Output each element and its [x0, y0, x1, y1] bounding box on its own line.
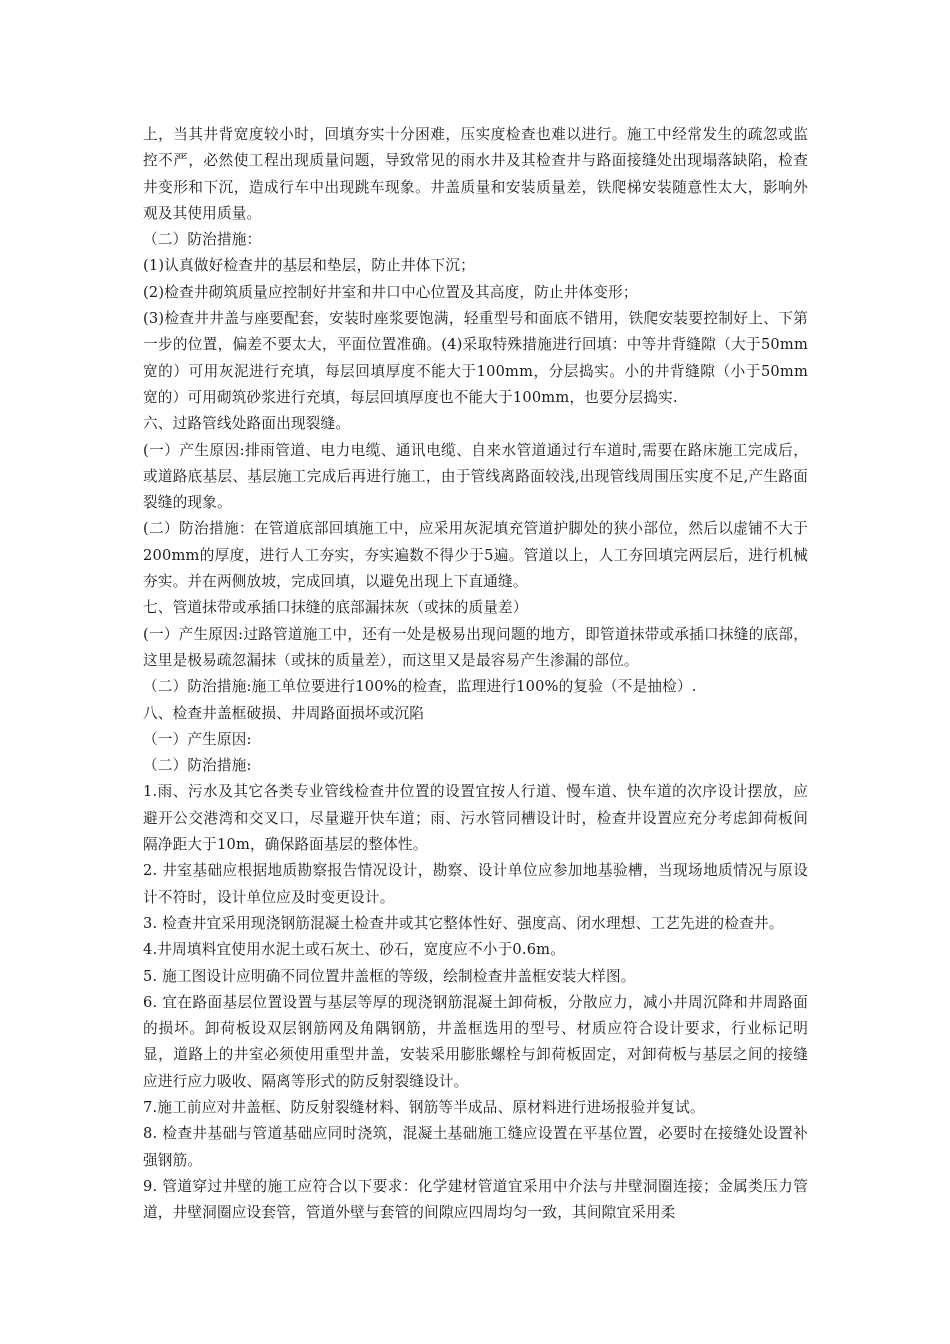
- list-item: 8. 检查井基础与管道基础应同时浇筑，混凝土基础施工缝应设置在平基位置，必要时在接缝处设置补强钢筋。: [143, 1125, 808, 1169]
- list-item: 2. 井室基础应根据地质勘察报告情况设计，勘察、设计单位应参加地基验槽，当现场地质情况与原设计不符时，设计单位应及时变更设计。: [143, 862, 808, 906]
- list-item: 7.施工前应对井盖框、防反射裂缝材料、钢筋等半成品、原材料进行进场报验并复试。: [143, 1098, 705, 1116]
- paragraph: （二）防治措施:施工单位要进行100%的检查，监理进行100%的复验（不是抽检）.: [143, 678, 697, 696]
- paragraph: 上，当其井背宽度较小时，回填夯实十分困难，压实度检查也难以进行。施工中经常发生的疏忽或监控不严，必然使工程出现质量问题，导致常见的雨水井及其检查井与路面接缝处出现塌落缺陷，检查井变形和下沉，造成行车中出现跳车现象。井盖质量和安装质量差，铁爬梯安装随意性太大，影响外观及其使用质量。: [143, 126, 808, 222]
- list-item: 9. 管道穿过井壁的施工应符合以下要求：化学建材管道宜采用中介法与井壁洞圈连接；金属类压力管道，井壁洞圈应设套管，管道外壁与套管的间隙应四周均匀一致，其间隙宜采用柔: [143, 1177, 808, 1222]
- paragraph: (一）产生原因:排雨管道、电力电缆、通讯电缆、自来水管道通过行车道时,需要在路床施工完成后，或道路底基层、基层施工完成后再进行施工，由于管线离路面较浅,出现管线周围压实度不足,产生路面裂缝的现象。: [143, 441, 808, 512]
- section-heading-8: 八、检查井盖框破损、井周路面损坏或沉陷: [143, 704, 425, 722]
- paragraph: (一）产生原因:过路管道施工中，还有一处是极易出现问题的地方，即管道抹带或承插口抹缝的底部，这里是极易疏忽漏抹（或抹的质量差），而这里又是最容易产生渗漏的部位。: [143, 625, 808, 669]
- section-heading-6: 六、过路管线处路面出现裂缝。: [143, 415, 351, 433]
- list-item: 1.雨、污水及其它各类专业管线检查井位置的设置宜按人行道、慢车道、快车道的次序设计摆放，应避开公交港湾和交叉口，尽量避开快车道；雨、污水管同槽设计时，检查井设置应充分考虑卸荷板间隔净距大于10m，确保路面基层的整体性。: [143, 783, 808, 854]
- list-item: 6. 宜在路面基层位置设置与基层等厚的现浇钢筋混凝土卸荷板，分散应力，减小井周沉降和井周路面的损坏。卸荷板设双层钢筋网及角隅钢筋，井盖框选用的型号、材质应符合设计要求，行业标记明显，道路上的井室必须使用重型井盖，安装采用膨胀螺栓与卸荷板固定，对卸荷板与基层之间的接缝应进行应力吸收、隔离等形式的防反射裂缝设计。: [143, 993, 808, 1090]
- paragraph: (二）防治措施：在管道底部回填施工中，应采用灰泥填充管道护脚处的狭小部位，然后以虚铺不大于200mm的厚度，进行人工夯实，夯实遍数不得少于5遍。管道以上，人工夯回填完两层后，进行机械夯实。并在两侧放坡，完成回填，以避免出现上下直通缝。: [143, 520, 808, 591]
- section-heading-7: 七、管道抹带或承插口抹缝的底部漏抹灰（或抹的质量差）: [143, 599, 528, 617]
- list-item: (1)认真做好检查井的基层和垫层，防止井体下沉；: [143, 257, 475, 275]
- document-body: [143, 122, 808, 1226]
- list-item: (3)检查井井盖与座要配套，安装时座浆要饱满，轻重型号和面底不错用，铁爬安装要控制好上、下第一步的位置，偏差不要太大，平面位置准确。(4)采取特殊措施进行回填：中等井背缝隙（大于50mm宽的）可用灰泥进行充填，每层回填厚度不能大于100mm，分层捣实。小的井背缝隙（小于50mm宽的）可用砌筑砂浆进行充填，每层回填厚度也不能大于100mm，也要分层捣实.: [143, 310, 808, 406]
- list-item: 5. 施工图设计应明确不同位置井盖框的等级，绘制检查井盖框安装大样图。: [143, 967, 636, 985]
- list-item: 4.井周填料宜使用水泥土或石灰土、砂石，宽度应不小于0.6m。: [143, 941, 566, 959]
- list-item: (2)检查井砌筑质量应控制好井室和井口中心位置及其高度，防止井体变形；: [143, 283, 638, 301]
- subheading-cause: （一）产生原因:: [143, 730, 252, 748]
- subheading-prevention: （二）防治措施:: [143, 757, 252, 775]
- list-item: 3. 检查井宜采用现浇钢筋混凝土检查井或其它整体性好、强度高、闭水理想、工艺先进的检查井。: [143, 914, 784, 932]
- subheading-prevention: （二）防治措施：: [143, 231, 262, 249]
